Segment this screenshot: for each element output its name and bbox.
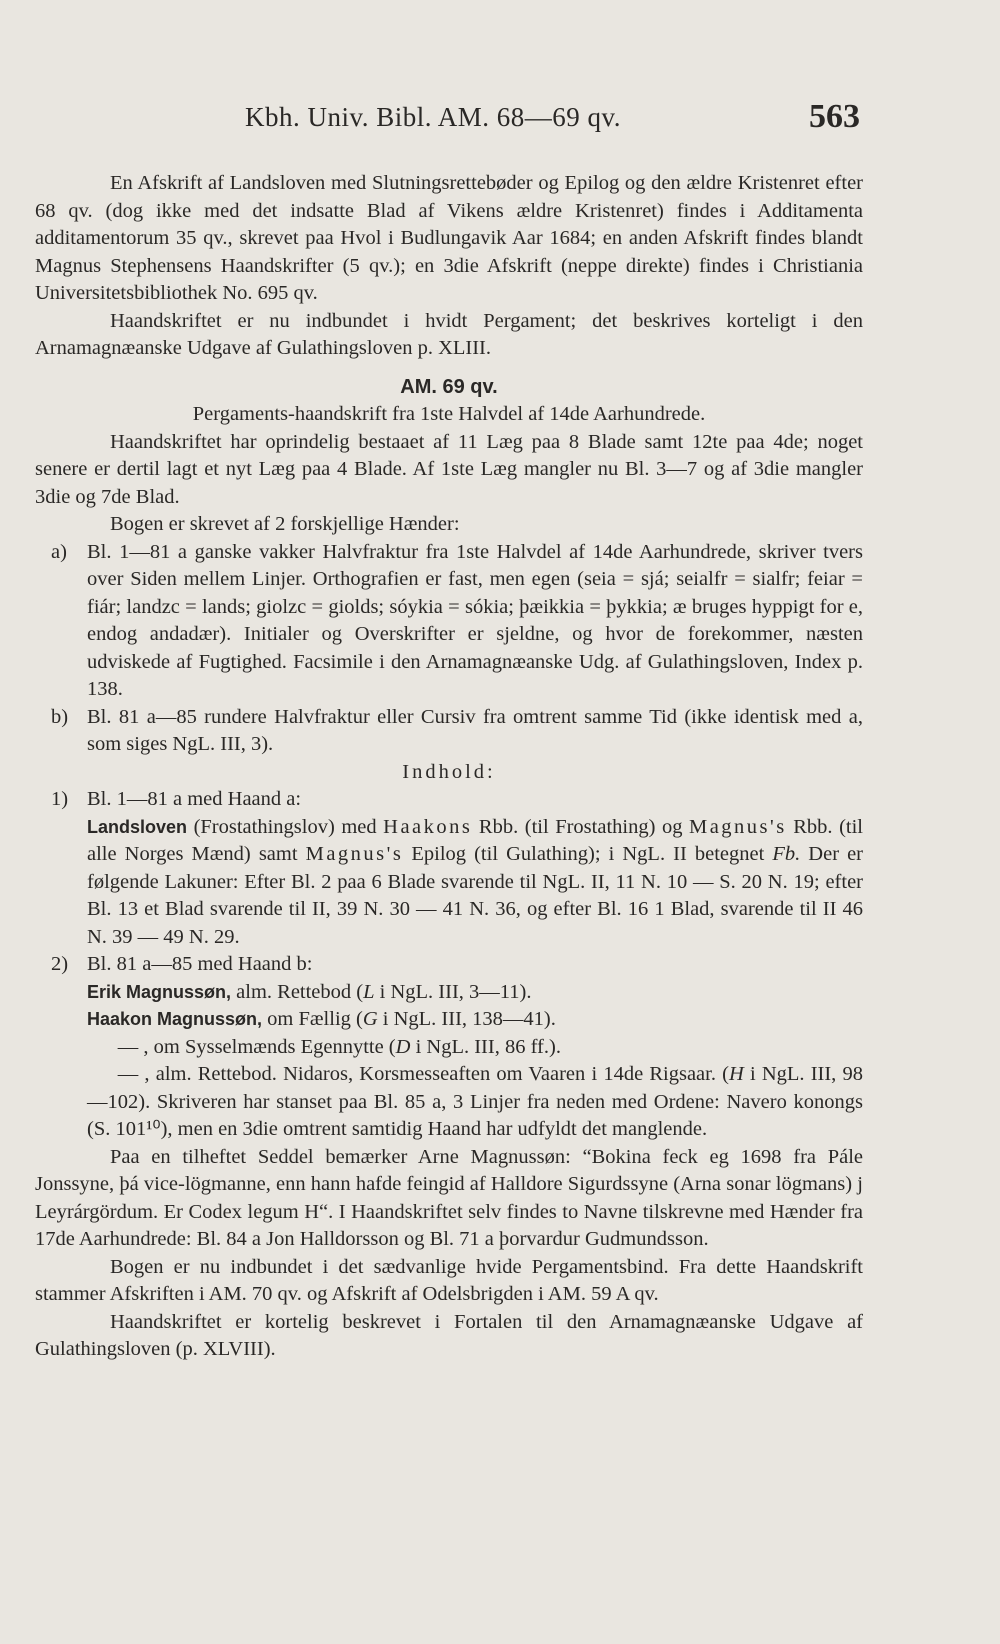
- section-heading: AM. 69 qv.: [400, 375, 498, 398]
- name-haakons: Haakons: [383, 815, 473, 838]
- body-text: [35, 170, 863, 1364]
- hand-b-text: Bl. 81 a—85 rundere Halvfraktur eller Cursiv fra omtrent samme Tid (ikke identisk med a, som siges NgL. III, 3).: [87, 705, 863, 755]
- contents-line-3: [35, 1034, 863, 1062]
- name-magnus-1: Magnus's: [688, 815, 787, 838]
- page-header: [0, 98, 1000, 142]
- erik-name: Erik Magnussøn,: [87, 981, 232, 1002]
- hand-a-marker: a): [51, 540, 67, 563]
- siglum-l: L: [363, 980, 375, 1003]
- ditto-dash-2: —: [117, 1063, 139, 1085]
- hand-a-text: Bl. 1—81 a ganske vakker Halvfraktur fra 1ste Halvdel af 14de Aarhundrede, skriver tvers over Siden mellem Linjer. Orthografien er fast, men egen (seia = sjá; seialfr = sialfr; feiar = fiár; landzc = lands; giolzc = giolds; sóykia = sókia; þæikkia = þykkia; æ bruges hyppigt for e, endog andadær). Initialer og Overskrifter er sjeldne, og hvor de forekommer, næsten udviskede af Fugtighed. Facsimile i den Arnamagnæanske Udg. af Gulathingsloven, Index p. 138.: [87, 540, 863, 700]
- item-1-text-5: Der er følgende Lakuner: Efter Bl. 2 paa 6 Blade svarende til NgL. II, 11 N. 10 — S. 20 N. 19; efter Bl. 13 et Blad svarende til II, 39 N. 30 — 41 N. 36, og efter Bl. 16 1 Blad, svarende til II 46 N. 39 — 49 N. 29.: [87, 843, 864, 948]
- siglum-fb: Fb.: [772, 843, 801, 865]
- line-3-ref: i NgL. III, 86 ff.).: [410, 1035, 561, 1058]
- haakon-name: Haakon Magnussøn,: [87, 1009, 263, 1029]
- section-subtitle: Pergaments-haandskrift fra 1ste Halvdel af 14de Aarhundrede.: [192, 403, 706, 425]
- closing-paragraph-1: Paa en tilheftet Seddel bemærker Arne Magnussøn: “Bokina feck eg 1698 fra Pále Jonssyne, þá vice-lögmanne, enn hann hafde feingid af Halldore Sigurdssyne (Arna sonar lögmans) j Leyrárgördum. Er Codex legum H“. I Haandskriftet selv findes to Navne tilskrevne med Hænder fra 17de Aarhundrede: Bl. 84 a Jon Halldorsson og Bl. 71 a þorvardur Gudmundsson.: [35, 1145, 863, 1250]
- item-1-text-1: (Frostathingslov) med: [187, 815, 384, 838]
- line-3-text: , om Sysselmænds Egennytte (: [138, 1035, 396, 1058]
- hand-a-item: [35, 539, 863, 704]
- erik-ref: i NgL. III, 3—11).: [374, 980, 532, 1003]
- page-number: 563: [809, 98, 860, 135]
- contents-item-1-marker: 1): [51, 788, 69, 810]
- siglum-d: D: [395, 1035, 411, 1058]
- hand-b-marker: b): [51, 705, 69, 728]
- contents-item-2-marker: 2): [51, 953, 69, 975]
- siglum-g: G: [362, 1008, 378, 1030]
- haakon-text: om Fællig (: [262, 1008, 363, 1030]
- erik-text: alm. Rettebod (: [231, 980, 364, 1003]
- closing-paragraph-2: Bogen er nu indbundet i det sædvanlige hvide Pergamentsbind. Fra dette Haandskrift stammer Afskriften i AM. 70 qv. og Afskrift af Odelsbrigden i AM. 59 A qv.: [35, 1255, 863, 1305]
- section-paragraph-1: Haandskriftet har oprindelig bestaaet af 11 Læg paa 8 Blade samt 12te paa 4de; noget senere er dertil lagt et nyt Læg paa 4 Blade. Af 1ste Læg mangler nu Bl. 3—7 og af 3die mangler 3die og 7de Blad.: [35, 430, 863, 508]
- line-4-ref: i NgL. III, 98—102). Skriveren har stanset paa Bl. 85 a, 3 Linjer fra neden med Ordene: Navero konongs (S. 101¹⁰), men en 3die omtrent samtidig Haand har udfyldt det manglende.: [87, 1063, 863, 1140]
- contents-heading: Indhold:: [402, 760, 496, 783]
- contents-line-4: [35, 1061, 863, 1144]
- closing-paragraph-3: Haandskriftet er kortelig beskrevet i Fortalen til den Arnamagnæanske Udgave af Gulathingsloven (p. XLVIII).: [35, 1310, 863, 1360]
- line-4-text: , alm. Rettebod. Nidaros, Korsmesseaften om Vaaren i 14de Rigsaar. (: [138, 1063, 729, 1085]
- running-head: Kbh. Univ. Bibl. AM. 68—69 qv.: [245, 102, 622, 132]
- name-magnus-2: Magnus's: [305, 843, 404, 865]
- haakon-ref: i NgL. III, 138—41).: [377, 1008, 556, 1030]
- hand-b-item: [35, 704, 863, 759]
- contents-item-2-head: [35, 951, 863, 979]
- section-paragraph-2: Bogen er skrevet af 2 forskjellige Hænder:: [110, 513, 460, 535]
- ditto-dash-1: —: [117, 1035, 139, 1058]
- contents-erik-line: [35, 979, 863, 1007]
- intro-paragraph-2: Haandskriftet er nu indbundet i hvidt Pergament; det beskrives korteligt i den Arnamagnæanske Udgave af Gulathingsloven p. XLIII.: [35, 309, 863, 359]
- contents-item-1-body: [35, 814, 863, 952]
- law-title: Landsloven: [87, 816, 188, 837]
- intro-paragraph-1: En Afskrift af Landsloven med Slutningsrettebøder og Epilog og den ældre Kristenret efter 68 qv. (dog ikke med det indsatte Blad af Vikens ældre Kristenret) findes i Additamenta additamentorum 35 qv., skrevet paa Hvol i Budlungavik Aar 1684; en anden Afskrift findes blandt Magnus Stephensens Haandskrifter (5 qv.); en 3die Afskrift (neppe direkte) findes i Christiania Universitetsbibliothek No. 695 qv.: [35, 172, 863, 304]
- contents-item-1-head: [35, 786, 863, 814]
- siglum-h: H: [728, 1063, 744, 1085]
- item-1-text-3: Rbb. (til alle Norges Mænd) samt: [87, 815, 863, 865]
- contents-item-2-title: Bl. 81 a—85 med Haand b:: [87, 953, 313, 975]
- contents-item-1-title: Bl. 1—81 a med Haand a:: [87, 788, 302, 810]
- item-1-text-2: Rbb. (til Frostathing) og: [472, 815, 689, 838]
- contents-haakon-line: [35, 1006, 863, 1034]
- item-1-text-4: Epilog (til Gulathing); i NgL. II betegnet: [403, 843, 773, 865]
